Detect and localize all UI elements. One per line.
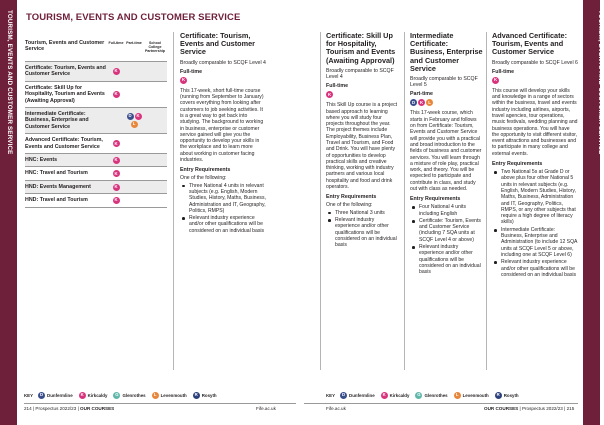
campus-dot-k: K xyxy=(114,68,118,74)
course-name: Advanced Certificate: Tourism, Events and Customer Service xyxy=(25,137,103,150)
course-name: HNC: Travel and Tourism xyxy=(25,170,88,177)
campus-dot-k: K xyxy=(114,170,118,176)
scqf-level: Broadly comparable to SCQF Level 5 xyxy=(410,76,478,89)
campus-dot-k: K xyxy=(181,77,186,83)
course-name: Certificate: Skill Up for Hospitality, Tourism and Events (Awaiting Approval) xyxy=(25,84,105,104)
key-item-name: Kirkcaldy xyxy=(87,393,108,398)
footer-site-left[interactable]: Fife.ac.uk xyxy=(256,406,276,411)
course-name: Certificate: Tourism, Events and Customer Service xyxy=(25,65,106,78)
list-item: Certificate: Tourism, Events and Customer Service (including 7 SQA units at SCQF Level 4 or above) xyxy=(410,218,483,243)
page-number: 215 xyxy=(566,406,575,411)
campus-dot-g: G xyxy=(115,392,119,398)
section-label: OUR COURSES xyxy=(80,406,115,411)
prospectus-label: Prospectus 2022/23 xyxy=(521,406,563,411)
key-item xyxy=(152,392,187,399)
table-row xyxy=(25,154,167,167)
page-title: TOURISM, EVENTS AND CUSTOMER SERVICE xyxy=(26,12,241,23)
campus-dots xyxy=(180,77,266,84)
key-item xyxy=(415,392,447,399)
header-part-time: Part-time xyxy=(126,41,142,45)
table-row xyxy=(25,82,167,108)
campus-dot-k: K xyxy=(136,113,140,119)
campus-cell xyxy=(107,184,125,191)
campus-dots xyxy=(410,99,483,106)
key-item-name: Glenrothes xyxy=(122,393,146,398)
campus-dot-k: K xyxy=(114,197,118,203)
table-row xyxy=(25,194,167,207)
key-label: KEY xyxy=(24,393,34,398)
course-column xyxy=(410,32,483,277)
key-item xyxy=(495,392,519,399)
footer-site-right[interactable]: Fife.ac.uk xyxy=(326,406,346,411)
footer-rule-right xyxy=(304,403,578,404)
footer-right: OUR COURSES | Prospectus 2022/23 | 215 xyxy=(484,406,575,411)
entry-requirements-title: Entry Requirements xyxy=(410,196,461,203)
course-table xyxy=(25,38,167,208)
entry-requirements-title: Entry Requirements xyxy=(180,167,231,174)
course-description: This Skill Up course is a project based approach to learning where you will study four projects throughout the year. The project themes include Employability, Business Plan, Travel and Tourism, and Food and Drink. You will have plenty of opportunities to develop practical skills and creative thinking, working with industry partners and various local hospitality and food and drink operators. xyxy=(326,102,398,191)
campus-dot-r: R xyxy=(194,392,198,398)
campus-dot-k: K xyxy=(80,392,84,398)
course-description: This course will develop your skills and knowledge in a range of sectors within the business, travel and events industry including airlines, airports, travel agencies, tour operations, music festivals, wedding planning and business operations. You will have the opportunity to visit different visitor, event attractions and businesses and to participate in many college and external events. xyxy=(492,87,578,157)
side-tab-right xyxy=(583,0,604,425)
section-label: OUR COURSES xyxy=(484,406,519,411)
campus-dot-k: K xyxy=(493,77,498,83)
entry-requirements-list xyxy=(492,169,578,278)
side-tab-right-label: TOURISM, EVENTS AND CUSTOMER SERVICE xyxy=(597,10,604,155)
key-item xyxy=(38,392,73,399)
header-school-college: School College Partnership xyxy=(145,41,165,54)
course-description: This 17-week course, which starts in February and follows on from Certificate: Tourism, Events and Customer Service will provide you with a practical and broad introduction to the fields of business and customer services. You will learn through a mixture of role play, practical work, and theory. You will be expected to participate and contribute in class, and study out with class as needed. xyxy=(410,110,482,192)
list-item: Intermediate Certificate: Business, Enterprise and Administration (to include 12 SQA units at SCQF Level 5 or above, including one at SCQF Level 6) xyxy=(492,227,578,258)
key-item xyxy=(454,392,489,399)
campus-dot-k: K xyxy=(114,157,118,163)
study-mode: Full-time xyxy=(326,83,349,90)
entry-requirements-title: Entry Requirements xyxy=(326,194,377,201)
entry-requirements-title: Entry Requirements xyxy=(492,161,543,168)
key-item-name: Glenrothes xyxy=(424,393,448,398)
campus-dot-k: K xyxy=(114,140,118,146)
key-item-name: Levenmouth xyxy=(462,393,489,398)
column-divider xyxy=(404,32,405,370)
campus-cell xyxy=(107,157,125,164)
campus-cell xyxy=(107,197,125,204)
campus-dot-l: L xyxy=(426,99,433,106)
header-course: Tourism, Events and Customer Service xyxy=(25,40,105,53)
campus-dot-l: L xyxy=(454,392,461,399)
list-item: Three National 3 units xyxy=(326,210,399,216)
key-label: KEY xyxy=(326,393,336,398)
campus-dot-g: G xyxy=(417,392,421,398)
campus-dot-k: K xyxy=(327,91,332,97)
campus-dot-d: D xyxy=(128,113,132,119)
course-column xyxy=(492,32,578,279)
campus-key-left xyxy=(24,392,223,399)
course-description: This 17-week, short full-time course (running from September to January) covers everything from looking after customers to job seeking activities. It is a great way to get back into studying. The background to working in business, enterprise or customer service gained will give you the opportunity to develop your skills in the workplace and to learn more about working in customer facing industries. xyxy=(180,87,264,164)
key-item xyxy=(381,392,410,399)
campus-dot-r: R xyxy=(496,392,500,398)
course-table-header xyxy=(25,38,167,62)
campus-dots xyxy=(492,77,578,84)
campus-key-right xyxy=(326,392,525,399)
campus-dot-k: K xyxy=(114,91,118,97)
side-tab-left xyxy=(0,0,17,425)
course-title: Certificate: Skill Up for Hospitality, Tourism and Events (Awaiting Approval) xyxy=(326,31,396,65)
campus-dot-d: D xyxy=(341,392,346,398)
campus-dot-d: D xyxy=(411,99,416,105)
entry-requirements-intro: One of the following: xyxy=(326,202,373,209)
key-item xyxy=(113,392,145,399)
list-item: Three National 4 units in relevant subjects (e.g. English, Modern Studies, History, Maths, Business, Administration and IT, Geography, Politics, RMPS) xyxy=(180,183,266,214)
campus-dot-k: K xyxy=(114,183,118,189)
column-divider xyxy=(320,32,321,370)
table-row xyxy=(25,62,167,82)
campus-dot-k: K xyxy=(419,99,424,105)
course-column xyxy=(180,32,266,235)
campus-dot-d: D xyxy=(39,392,44,398)
list-item: Relevant industry experience and/or other qualifications will be considered on an individual basis xyxy=(410,244,483,275)
column-divider xyxy=(173,32,174,370)
footer-left: 214 | Prospectus 2022/23 | OUR COURSES xyxy=(24,406,115,411)
study-mode: Full-time xyxy=(180,68,203,75)
key-item xyxy=(79,392,108,399)
key-item-name: Kirkcaldy xyxy=(389,393,410,398)
course-name: HND: Events Management xyxy=(25,183,91,190)
key-item-name: Rosyth xyxy=(503,393,519,398)
header-full-time: Full-time xyxy=(108,41,124,45)
scqf-level: Broadly comparable to SCQF Level 6 xyxy=(492,59,578,66)
course-title: Intermediate Certificate: Business, Enterprise and Customer Service xyxy=(410,31,483,73)
prospectus-label: Prospectus 2022/23 xyxy=(35,406,77,411)
campus-dot-l: L xyxy=(131,121,138,128)
list-item: Relevant industry experience and/or other qualifications will be considered on an individual basis xyxy=(180,215,266,234)
table-row xyxy=(25,167,167,180)
table-row xyxy=(25,108,167,134)
campus-dot-k: K xyxy=(382,392,386,398)
course-column xyxy=(326,32,399,249)
campus-cell xyxy=(107,170,125,177)
key-item xyxy=(193,392,217,399)
scqf-level: Broadly comparable to SCQF Level 4 xyxy=(326,67,394,81)
course-table-rows xyxy=(25,62,167,208)
list-item: Relevant industry experience and/or other qualifications will be considered on an individual basis xyxy=(326,217,399,248)
campus-cell xyxy=(107,91,125,98)
column-divider xyxy=(486,32,487,370)
key-item-name: Dunfermline xyxy=(349,393,375,398)
list-item: Two National 5s at Grade D or above plus four other National 5 units in relevant subjects (e.g. English, Modern Studies, History, Maths, Business, Administration and IT, Geography, Politics, RMPS, or any other subjects that require a high degree of literacy skills) xyxy=(492,169,578,226)
table-row xyxy=(25,134,167,154)
course-title: Certificate: Tourism, Events and Customer Service xyxy=(180,31,256,57)
key-item-name: Rosyth xyxy=(201,393,217,398)
entry-requirements-list xyxy=(410,204,483,275)
page-number: 214 xyxy=(24,406,32,411)
course-name: Intermediate Certificate: Business, Enterprise and Customer Service xyxy=(25,111,89,130)
campus-cell xyxy=(107,68,125,75)
campus-cell xyxy=(107,140,125,147)
course-name: HND: Travel and Tourism xyxy=(25,197,88,204)
list-item: Four National 4 units including English xyxy=(410,204,483,217)
course-title: Advanced Certificate: Tourism, Events and Customer Service xyxy=(492,31,568,57)
side-tab-left-label: TOURISM, EVENTS AND CUSTOMER SERVICE xyxy=(6,10,13,155)
course-name: HNC: Events xyxy=(25,157,58,164)
key-item xyxy=(340,392,375,399)
key-item-name: Dunfermline xyxy=(47,393,73,398)
entry-requirements-list xyxy=(180,183,266,234)
campus-dot-l: L xyxy=(152,392,159,399)
entry-requirements-intro: One of the following: xyxy=(180,175,227,182)
table-row xyxy=(25,181,167,194)
footer-rule-left xyxy=(24,403,296,404)
list-item: Relevant industry experience and/or other qualifications will be considered on an individual basis xyxy=(492,259,578,278)
scqf-level: Broadly comparable to SCQF Level 4 xyxy=(180,59,266,66)
key-item-name: Levenmouth xyxy=(160,393,187,398)
campus-dots xyxy=(326,91,399,98)
study-mode: Full-time xyxy=(492,68,515,75)
campus-cell xyxy=(125,113,143,128)
study-mode: Part-time xyxy=(410,91,433,98)
entry-requirements-list xyxy=(326,210,399,249)
